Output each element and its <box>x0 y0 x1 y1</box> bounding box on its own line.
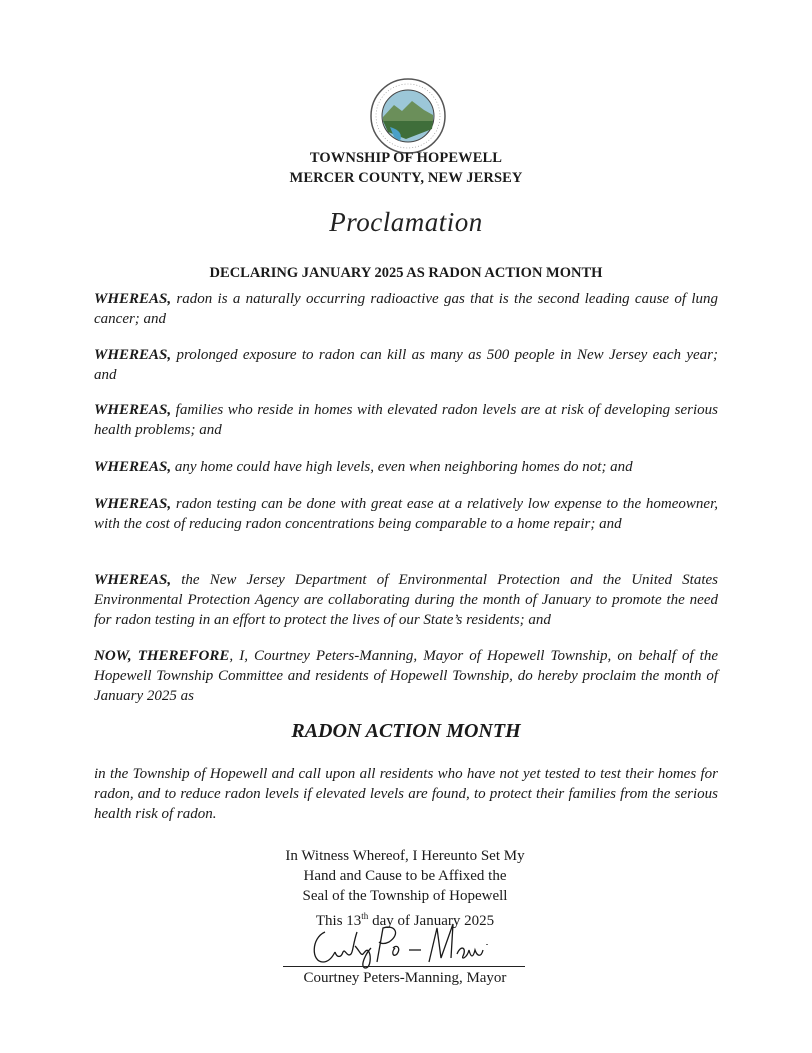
signature-line <box>283 966 525 967</box>
paragraph-lead: WHEREAS, <box>94 402 172 418</box>
township-seal-icon <box>366 77 450 155</box>
witness-line: Seal of the Township of Hopewell <box>302 888 508 904</box>
paragraph-text: radon testing can be done with great ease at a relatively low expense to the homeowner, with the cost of reducing radon concentrations being comparable to a home repair; and <box>94 496 718 532</box>
paragraph-lead: WHEREAS, <box>94 572 172 588</box>
paragraph-text: radon is a naturally occurring radioactive gas that is the second leading cause of lung cancer; and <box>94 291 718 327</box>
paragraph-text: families who reside in homes with elevated radon levels are at risk of developing serious health problems; and <box>94 402 718 438</box>
paragraph-text: any home could have high levels, even when neighboring homes do not; and <box>171 459 633 475</box>
paragraph-text: the New Jersey Department of Environmental Protection and the United States Environmental Protection Agency are collaborating during the month of January to promote the need for radon testing in an effort to protect the lives of our State’s residents; and <box>94 572 718 628</box>
paragraph-text: , I, Courtney Peters-Manning, Mayor of Hopewell Township, on behalf of the Hopewell Township Committee and residents of Hopewell Township, do hereby proclaim the month of January 2025 as <box>94 648 718 704</box>
witness-date: This 13th day of January 2025 <box>315 911 495 929</box>
declaration-heading: DECLARING JANUARY 2025 AS RADON ACTION MONTH <box>209 265 603 281</box>
now-therefore-paragraph <box>94 646 718 706</box>
proclaimed-title: RADON ACTION MONTH <box>291 720 521 742</box>
paragraph-lead: WHEREAS, <box>94 291 172 307</box>
paragraph-lead: WHEREAS, <box>94 459 172 475</box>
witness-line: In Witness Whereof, I Hereunto Set My <box>285 848 525 864</box>
whereas-paragraph <box>94 457 718 477</box>
whereas-paragraph <box>94 289 718 329</box>
paragraph-lead: WHEREAS, <box>94 347 172 363</box>
whereas-paragraph <box>94 494 718 534</box>
paragraph-text: prolonged exposure to radon can kill as many as 500 people in New Jersey each year; and <box>94 347 718 383</box>
whereas-paragraph <box>94 570 718 630</box>
township-name: TOWNSHIP OF HOPEWELL <box>309 150 503 166</box>
proclamation-title: Proclamation <box>329 207 483 237</box>
signature-icon <box>305 918 505 970</box>
signatory-name: Courtney Peters-Manning, Mayor <box>303 970 507 986</box>
closing-paragraph: in the Township of Hopewell and call upon all residents who have not yet tested to test their homes for radon, and to reduce radon levels if elevated levels are found, to protect their families from the serious health risk of radon. <box>94 766 718 822</box>
paragraph-lead: NOW, THEREFORE <box>94 648 230 664</box>
whereas-paragraph <box>94 345 718 385</box>
county-state: MERCER COUNTY, NEW JERSEY <box>289 170 523 186</box>
paragraph-lead: WHEREAS, <box>94 496 172 512</box>
whereas-paragraph <box>94 400 718 440</box>
witness-line: Hand and Cause to be Affixed the <box>303 868 507 884</box>
